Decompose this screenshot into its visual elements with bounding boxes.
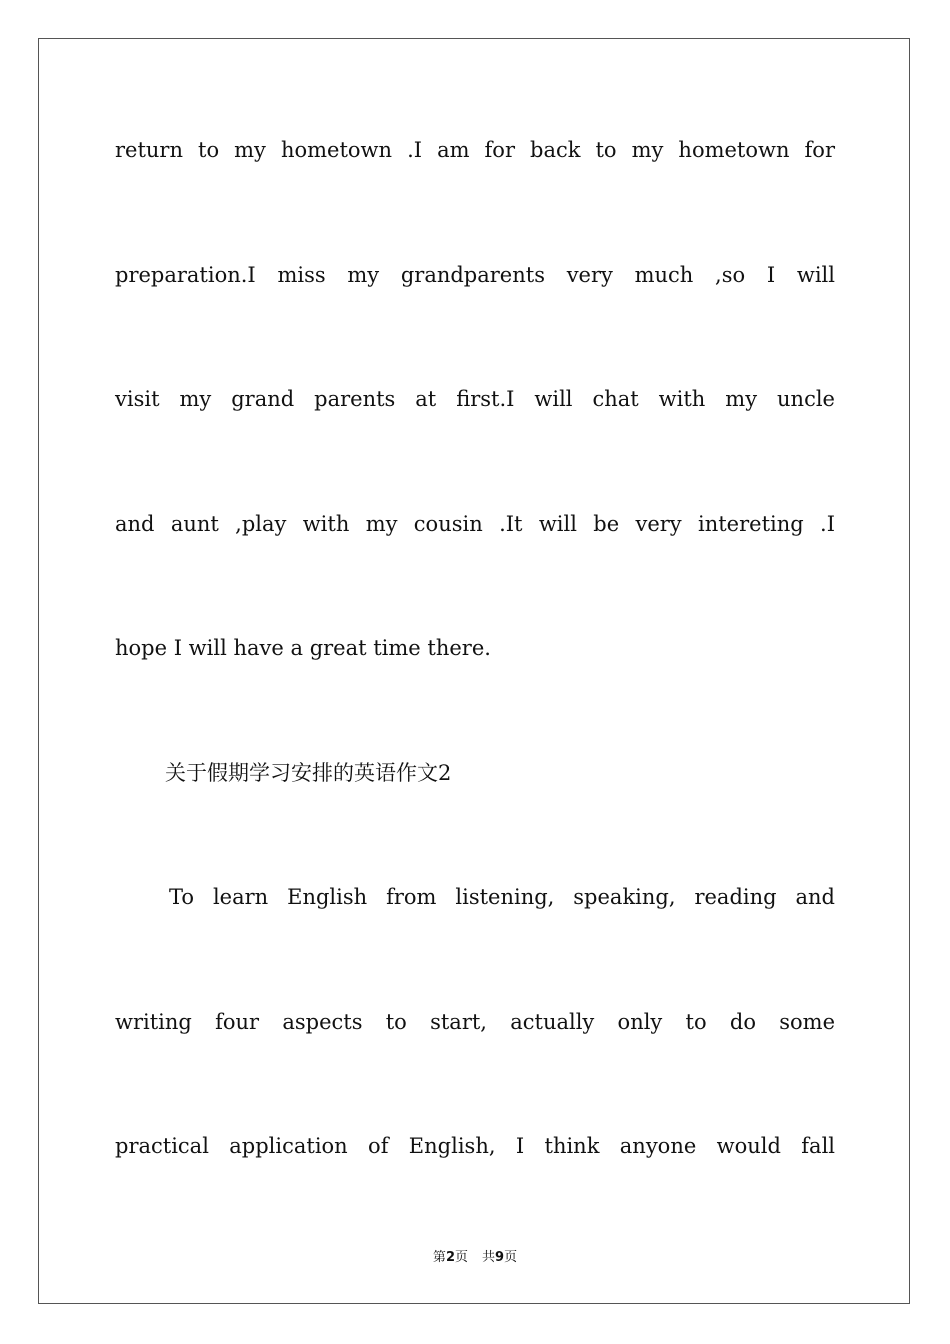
document-body bbox=[115, 88, 835, 1209]
paragraph-line: return to my hometown .I am for back to my hometown for bbox=[115, 138, 835, 162]
paragraph-line: and aunt ,play with my cousin .It will be very intereting .I bbox=[115, 511, 835, 536]
paragraph-line: writing four aspects to start, actually only to do some bbox=[115, 1009, 835, 1034]
paragraph-line: preparation.I miss my grandparents very much ,so I will bbox=[115, 262, 835, 287]
paragraph-line: hope I will have a great time there. bbox=[115, 636, 491, 660]
current-page-number: 2 bbox=[445, 1250, 455, 1265]
footer-prefix: 第 bbox=[432, 1250, 446, 1265]
section-heading: 关于假期学习安排的英语作文2 bbox=[165, 760, 452, 785]
total-pages-number: 9 bbox=[495, 1250, 505, 1265]
footer-total-prefix: 共 bbox=[482, 1250, 496, 1265]
paragraph-line: To learn English from listening, speaking, reading and bbox=[169, 885, 835, 909]
footer-page-word: 页 bbox=[454, 1250, 468, 1265]
footer-total-suffix: 页 bbox=[504, 1250, 518, 1265]
page-footer bbox=[0, 1246, 950, 1265]
paragraph-line: practical application of English, I think anyone would fall bbox=[115, 1134, 835, 1158]
paragraph-line: visit my grand parents at first.I will chat with my uncle bbox=[115, 387, 835, 411]
